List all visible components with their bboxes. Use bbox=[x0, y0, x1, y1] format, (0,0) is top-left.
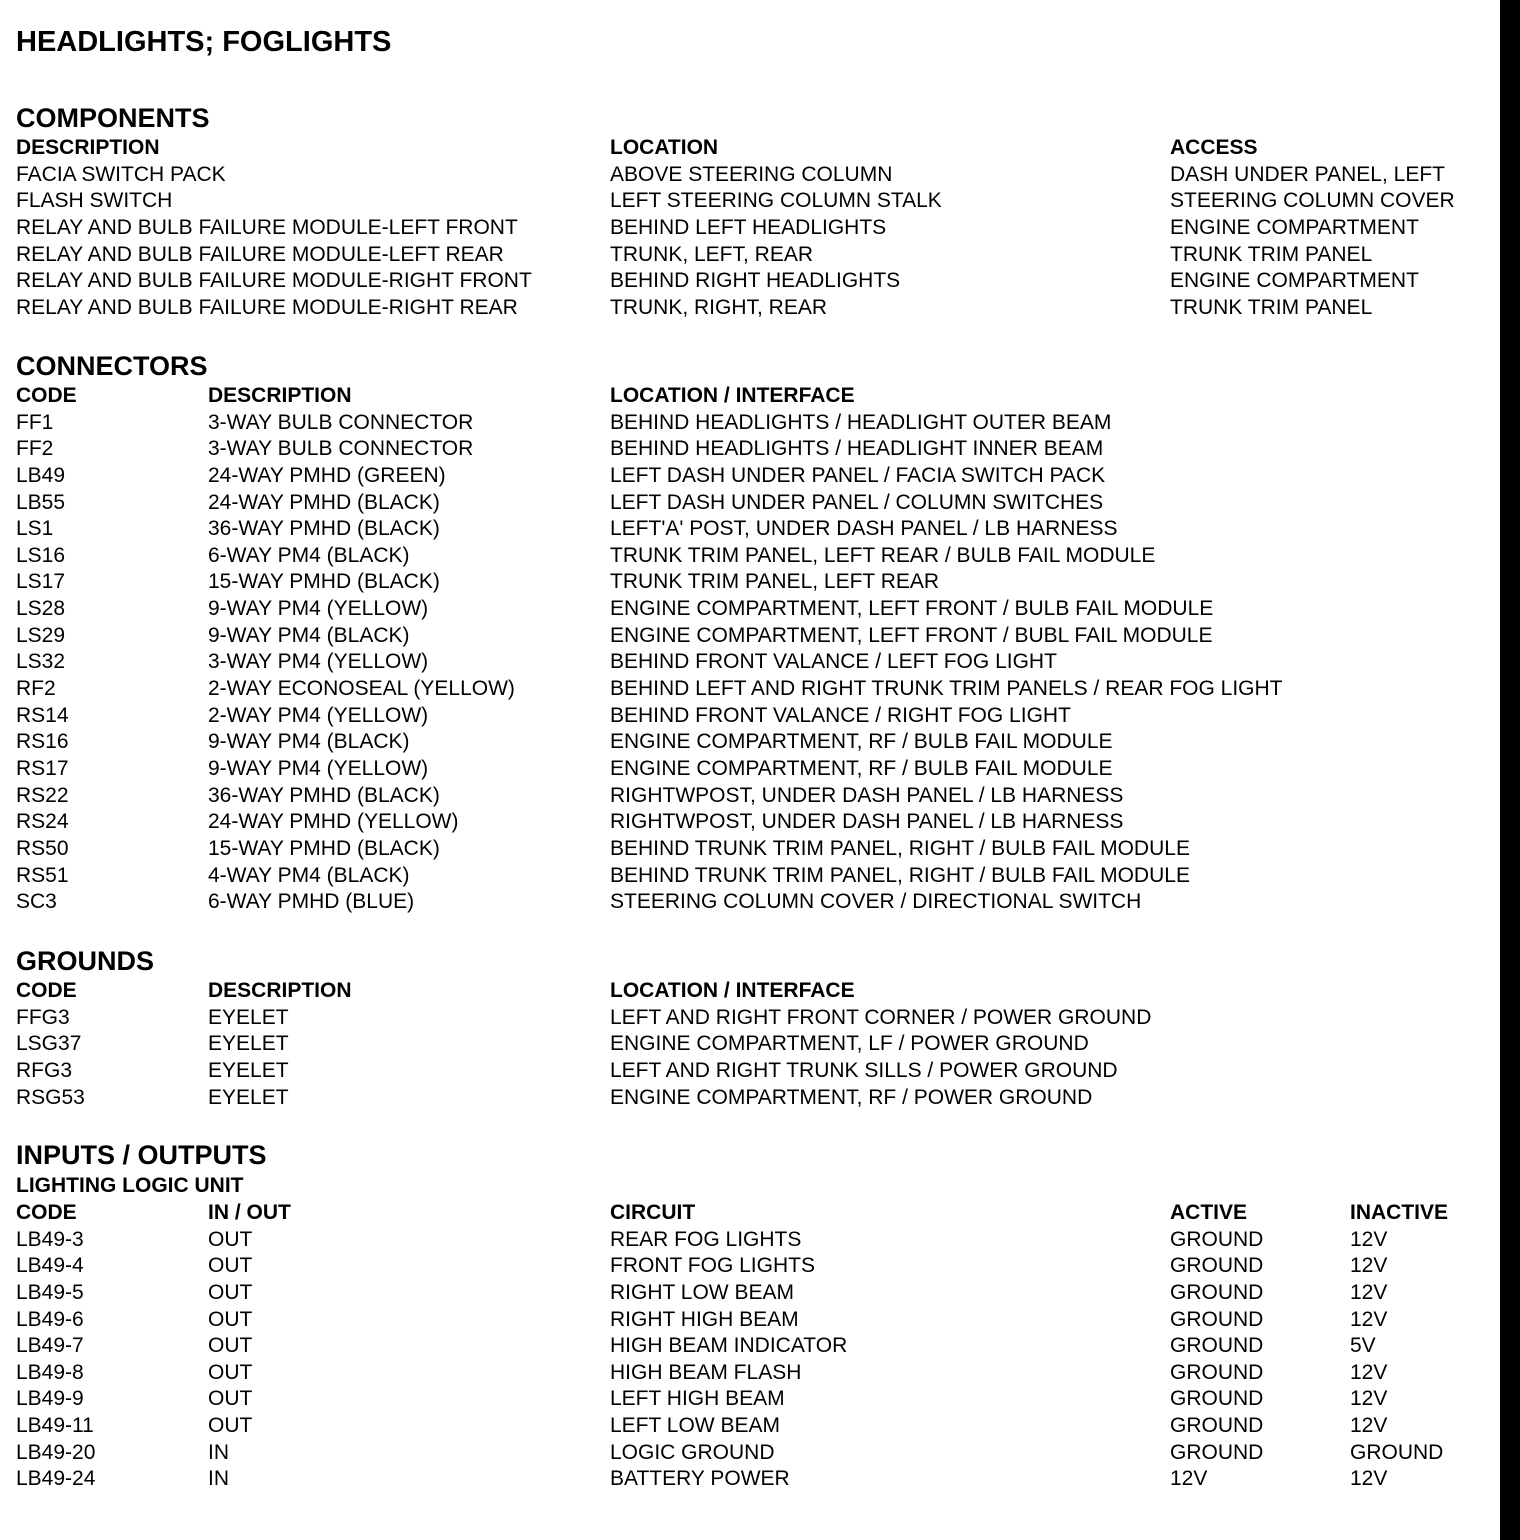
connector-row-location: ENGINE COMPARTMENT, RF / BULB FAIL MODULE bbox=[610, 756, 1113, 780]
io-row-inactive: GROUND bbox=[1350, 1440, 1444, 1464]
connector-row-code: LS32 bbox=[16, 650, 66, 674]
connector-row-code: LB49 bbox=[16, 463, 66, 487]
component-row-access: STEERING COLUMN COVER bbox=[1170, 189, 1455, 213]
io-row-circuit: RIGHT HIGH BEAM bbox=[610, 1307, 799, 1331]
connector-row-description: 6-WAY PMHD (BLUE) bbox=[208, 890, 415, 914]
connector-row-description: 36-WAY PMHD (BLACK) bbox=[208, 517, 440, 541]
io-row-inactive: 12V bbox=[1350, 1280, 1388, 1304]
col-description: DESCRIPTION bbox=[208, 384, 352, 407]
connector-row-code: LS29 bbox=[16, 623, 66, 647]
components-heading: COMPONENTS bbox=[16, 103, 210, 133]
io-row-code: LB49-20 bbox=[16, 1440, 96, 1464]
io-row-circuit: REAR FOG LIGHTS bbox=[610, 1227, 802, 1251]
connector-row-code: SC3 bbox=[16, 890, 57, 914]
connector-row-description: 3-WAY BULB CONNECTOR bbox=[208, 410, 474, 434]
page-title: HEADLIGHTS; FOGLIGHTS bbox=[16, 26, 392, 58]
ground-row-code: RSG53 bbox=[16, 1085, 85, 1109]
component-row-description: FLASH SWITCH bbox=[16, 189, 173, 213]
io-row-inout: IN bbox=[208, 1440, 229, 1464]
col-code: CODE bbox=[16, 1201, 77, 1224]
io-row-inout: OUT bbox=[208, 1227, 253, 1251]
grounds-heading: GROUNDS bbox=[16, 946, 155, 976]
connector-row-description: 9-WAY PM4 (BLACK) bbox=[208, 623, 410, 647]
connector-row-location: TRUNK TRIM PANEL, LEFT REAR / BULB FAIL MODULE bbox=[610, 543, 1156, 567]
col-code: CODE bbox=[16, 979, 77, 1002]
io-row-circuit: BATTERY POWER bbox=[610, 1467, 790, 1491]
connector-row-code: LS17 bbox=[16, 570, 66, 594]
io-row-circuit: HIGH BEAM FLASH bbox=[610, 1360, 802, 1384]
connector-row-location: ENGINE COMPARTMENT, RF / BULB FAIL MODULE bbox=[610, 730, 1113, 754]
io-heading: INPUTS / OUTPUTS bbox=[16, 1140, 267, 1170]
col-inout: IN / OUT bbox=[208, 1201, 291, 1224]
col-active: ACTIVE bbox=[1170, 1201, 1248, 1224]
io-row-circuit: LEFT LOW BEAM bbox=[610, 1414, 780, 1438]
ground-row-code: FFG3 bbox=[16, 1005, 70, 1029]
connector-row-code: RS51 bbox=[16, 863, 69, 887]
connector-row-code: RS50 bbox=[16, 836, 69, 860]
io-row-inout: OUT bbox=[208, 1360, 253, 1384]
connector-row-location: BEHIND FRONT VALANCE / LEFT FOG LIGHT bbox=[610, 650, 1057, 674]
io-row-active: GROUND bbox=[1170, 1360, 1264, 1384]
col-location: LOCATION bbox=[610, 136, 719, 159]
connector-row-description: 2-WAY ECONOSEAL (YELLOW) bbox=[208, 677, 515, 701]
connector-row-location: BEHIND HEADLIGHTS / HEADLIGHT OUTER BEAM bbox=[610, 410, 1112, 434]
ground-row-code: LSG37 bbox=[16, 1032, 82, 1056]
connector-row-description: 3-WAY PM4 (YELLOW) bbox=[208, 650, 429, 674]
io-row-code: LB49-7 bbox=[16, 1334, 84, 1358]
connector-row-code: LS28 bbox=[16, 597, 66, 621]
col-description: DESCRIPTION bbox=[16, 136, 160, 159]
io-row-inout: IN bbox=[208, 1467, 229, 1491]
io-row-inactive: 12V bbox=[1350, 1467, 1388, 1491]
component-row-location: BEHIND LEFT HEADLIGHTS bbox=[610, 215, 887, 239]
io-row-inout: OUT bbox=[208, 1387, 253, 1411]
component-row-access: DASH UNDER PANEL, LEFT bbox=[1170, 162, 1445, 186]
io-row-active: 12V bbox=[1170, 1467, 1208, 1491]
connector-row-code: RS14 bbox=[16, 703, 69, 727]
connector-row-location: STEERING COLUMN COVER / DIRECTIONAL SWITCH bbox=[610, 890, 1142, 914]
connector-row-location: TRUNK TRIM PANEL, LEFT REAR bbox=[610, 570, 940, 594]
connector-row-location: LEFT'A' POST, UNDER DASH PANEL / LB HARNESS bbox=[610, 517, 1118, 541]
ground-row-description: EYELET bbox=[208, 1032, 289, 1056]
io-row-inout: OUT bbox=[208, 1334, 253, 1358]
io-subheading: LIGHTING LOGIC UNIT bbox=[16, 1174, 244, 1197]
component-row-location: BEHIND RIGHT HEADLIGHTS bbox=[610, 269, 901, 293]
connector-row-location: ENGINE COMPARTMENT, LEFT FRONT / BUBL FAIL MODULE bbox=[610, 623, 1213, 647]
connector-row-code: RS16 bbox=[16, 730, 69, 754]
io-row-code: LB49-4 bbox=[16, 1254, 84, 1278]
io-row-circuit: FRONT FOG LIGHTS bbox=[610, 1254, 815, 1278]
io-row-inactive: 12V bbox=[1350, 1307, 1388, 1331]
io-row-code: LB49-24 bbox=[16, 1467, 96, 1491]
io-row-active: GROUND bbox=[1170, 1307, 1264, 1331]
connector-row-location: LEFT DASH UNDER PANEL / COLUMN SWITCHES bbox=[610, 490, 1104, 514]
io-row-code: LB49-8 bbox=[16, 1360, 84, 1384]
io-row-active: GROUND bbox=[1170, 1440, 1264, 1464]
io-row-active: GROUND bbox=[1170, 1387, 1264, 1411]
col-circuit: CIRCUIT bbox=[610, 1201, 696, 1224]
component-row-description: RELAY AND BULB FAILURE MODULE-RIGHT REAR bbox=[16, 295, 518, 319]
ground-row-location: LEFT AND RIGHT FRONT CORNER / POWER GROUND bbox=[610, 1005, 1152, 1029]
col-location: LOCATION / INTERFACE bbox=[610, 384, 855, 407]
col-location: LOCATION / INTERFACE bbox=[610, 979, 855, 1002]
io-row-inout: OUT bbox=[208, 1307, 253, 1331]
connector-row-location: LEFT DASH UNDER PANEL / FACIA SWITCH PACK bbox=[610, 463, 1106, 487]
io-row-active: GROUND bbox=[1170, 1334, 1264, 1358]
connectors-heading: CONNECTORS bbox=[16, 351, 208, 381]
io-row-inout: OUT bbox=[208, 1414, 253, 1438]
connector-row-code: FF2 bbox=[16, 437, 54, 461]
component-row-access: TRUNK TRIM PANEL bbox=[1170, 295, 1373, 319]
connector-row-code: RS24 bbox=[16, 810, 69, 834]
component-row-access: ENGINE COMPARTMENT bbox=[1170, 269, 1419, 293]
connector-row-code: RS22 bbox=[16, 783, 69, 807]
col-code: CODE bbox=[16, 384, 77, 407]
component-row-access: ENGINE COMPARTMENT bbox=[1170, 215, 1419, 239]
io-row-active: GROUND bbox=[1170, 1280, 1264, 1304]
col-description: DESCRIPTION bbox=[208, 979, 352, 1002]
io-row-code: LB49-6 bbox=[16, 1307, 84, 1331]
ground-row-description: EYELET bbox=[208, 1058, 289, 1082]
io-row-circuit: LOGIC GROUND bbox=[610, 1440, 775, 1464]
io-row-code: LB49-3 bbox=[16, 1227, 84, 1251]
io-row-circuit: RIGHT LOW BEAM bbox=[610, 1280, 794, 1304]
connector-row-description: 4-WAY PM4 (BLACK) bbox=[208, 863, 410, 887]
component-row-access: TRUNK TRIM PANEL bbox=[1170, 242, 1373, 266]
ground-row-code: RFG3 bbox=[16, 1058, 73, 1082]
connector-row-description: 15-WAY PMHD (BLACK) bbox=[208, 570, 440, 594]
connector-row-location: BEHIND TRUNK TRIM PANEL, RIGHT / BULB FAIL MODULE bbox=[610, 863, 1190, 887]
component-row-description: RELAY AND BULB FAILURE MODULE-RIGHT FRONT bbox=[16, 269, 532, 293]
connector-row-code: RS17 bbox=[16, 756, 69, 780]
connector-row-location: ENGINE COMPARTMENT, LEFT FRONT / BULB FAIL MODULE bbox=[610, 597, 1214, 621]
connector-row-description: 3-WAY BULB CONNECTOR bbox=[208, 437, 474, 461]
connector-row-location: BEHIND LEFT AND RIGHT TRUNK TRIM PANELS / REAR FOG LIGHT bbox=[610, 677, 1283, 701]
io-row-code: LB49-9 bbox=[16, 1387, 84, 1411]
io-row-inactive: 12V bbox=[1350, 1387, 1388, 1411]
connector-row-code: RF2 bbox=[16, 677, 56, 701]
connector-row-location: BEHIND TRUNK TRIM PANEL, RIGHT / BULB FAIL MODULE bbox=[610, 836, 1190, 860]
io-row-inactive: 12V bbox=[1350, 1227, 1388, 1251]
connector-row-location: RIGHTWPOST, UNDER DASH PANEL / LB HARNESS bbox=[610, 783, 1124, 807]
component-row-location: TRUNK, RIGHT, REAR bbox=[610, 295, 828, 319]
component-row-location: TRUNK, LEFT, REAR bbox=[610, 242, 814, 266]
connector-row-description: 9-WAY PM4 (YELLOW) bbox=[208, 756, 429, 780]
io-row-code: LB49-5 bbox=[16, 1280, 84, 1304]
page-edge-bar bbox=[1500, 0, 1520, 1540]
ground-row-location: ENGINE COMPARTMENT, RF / POWER GROUND bbox=[610, 1085, 1093, 1109]
io-row-inactive: 5V bbox=[1350, 1334, 1376, 1358]
io-row-inactive: 12V bbox=[1350, 1360, 1388, 1384]
io-row-inactive: 12V bbox=[1350, 1254, 1388, 1278]
io-row-inout: OUT bbox=[208, 1280, 253, 1304]
component-row-description: FACIA SWITCH PACK bbox=[16, 162, 226, 186]
component-row-location: ABOVE STEERING COLUMN bbox=[610, 162, 893, 186]
io-row-active: GROUND bbox=[1170, 1254, 1264, 1278]
connector-row-description: 9-WAY PM4 (YELLOW) bbox=[208, 597, 429, 621]
connector-row-code: LS16 bbox=[16, 543, 66, 567]
io-row-circuit: HIGH BEAM INDICATOR bbox=[610, 1334, 848, 1358]
io-row-active: GROUND bbox=[1170, 1227, 1264, 1251]
connector-row-description: 6-WAY PM4 (BLACK) bbox=[208, 543, 410, 567]
ground-row-description: EYELET bbox=[208, 1005, 289, 1029]
io-row-active: GROUND bbox=[1170, 1414, 1264, 1438]
connector-row-location: BEHIND FRONT VALANCE / RIGHT FOG LIGHT bbox=[610, 703, 1071, 727]
ground-row-description: EYELET bbox=[208, 1085, 289, 1109]
connector-row-description: 24-WAY PMHD (GREEN) bbox=[208, 463, 446, 487]
io-row-inactive: 12V bbox=[1350, 1414, 1388, 1438]
connector-row-description: 15-WAY PMHD (BLACK) bbox=[208, 836, 440, 860]
connector-row-description: 36-WAY PMHD (BLACK) bbox=[208, 783, 440, 807]
connector-row-description: 24-WAY PMHD (BLACK) bbox=[208, 490, 440, 514]
col-inactive: INACTIVE bbox=[1350, 1201, 1449, 1224]
connector-row-location: BEHIND HEADLIGHTS / HEADLIGHT INNER BEAM bbox=[610, 437, 1104, 461]
connector-row-location: RIGHTWPOST, UNDER DASH PANEL / LB HARNESS bbox=[610, 810, 1124, 834]
component-row-description: RELAY AND BULB FAILURE MODULE-LEFT FRONT bbox=[16, 215, 518, 239]
component-row-location: LEFT STEERING COLUMN STALK bbox=[610, 189, 942, 213]
io-row-code: LB49-11 bbox=[16, 1414, 94, 1438]
connector-row-description: 9-WAY PM4 (BLACK) bbox=[208, 730, 410, 754]
io-row-inout: OUT bbox=[208, 1254, 253, 1278]
ground-row-location: ENGINE COMPARTMENT, LF / POWER GROUND bbox=[610, 1032, 1089, 1056]
connector-row-code: LS1 bbox=[16, 517, 54, 541]
connector-row-description: 24-WAY PMHD (YELLOW) bbox=[208, 810, 459, 834]
connector-row-code: LB55 bbox=[16, 490, 66, 514]
connector-row-description: 2-WAY PM4 (YELLOW) bbox=[208, 703, 429, 727]
ground-row-location: LEFT AND RIGHT TRUNK SILLS / POWER GROUND bbox=[610, 1058, 1118, 1082]
col-access: ACCESS bbox=[1170, 136, 1258, 159]
connector-row-code: FF1 bbox=[16, 410, 54, 434]
component-row-description: RELAY AND BULB FAILURE MODULE-LEFT REAR bbox=[16, 242, 504, 266]
io-row-circuit: LEFT HIGH BEAM bbox=[610, 1387, 785, 1411]
